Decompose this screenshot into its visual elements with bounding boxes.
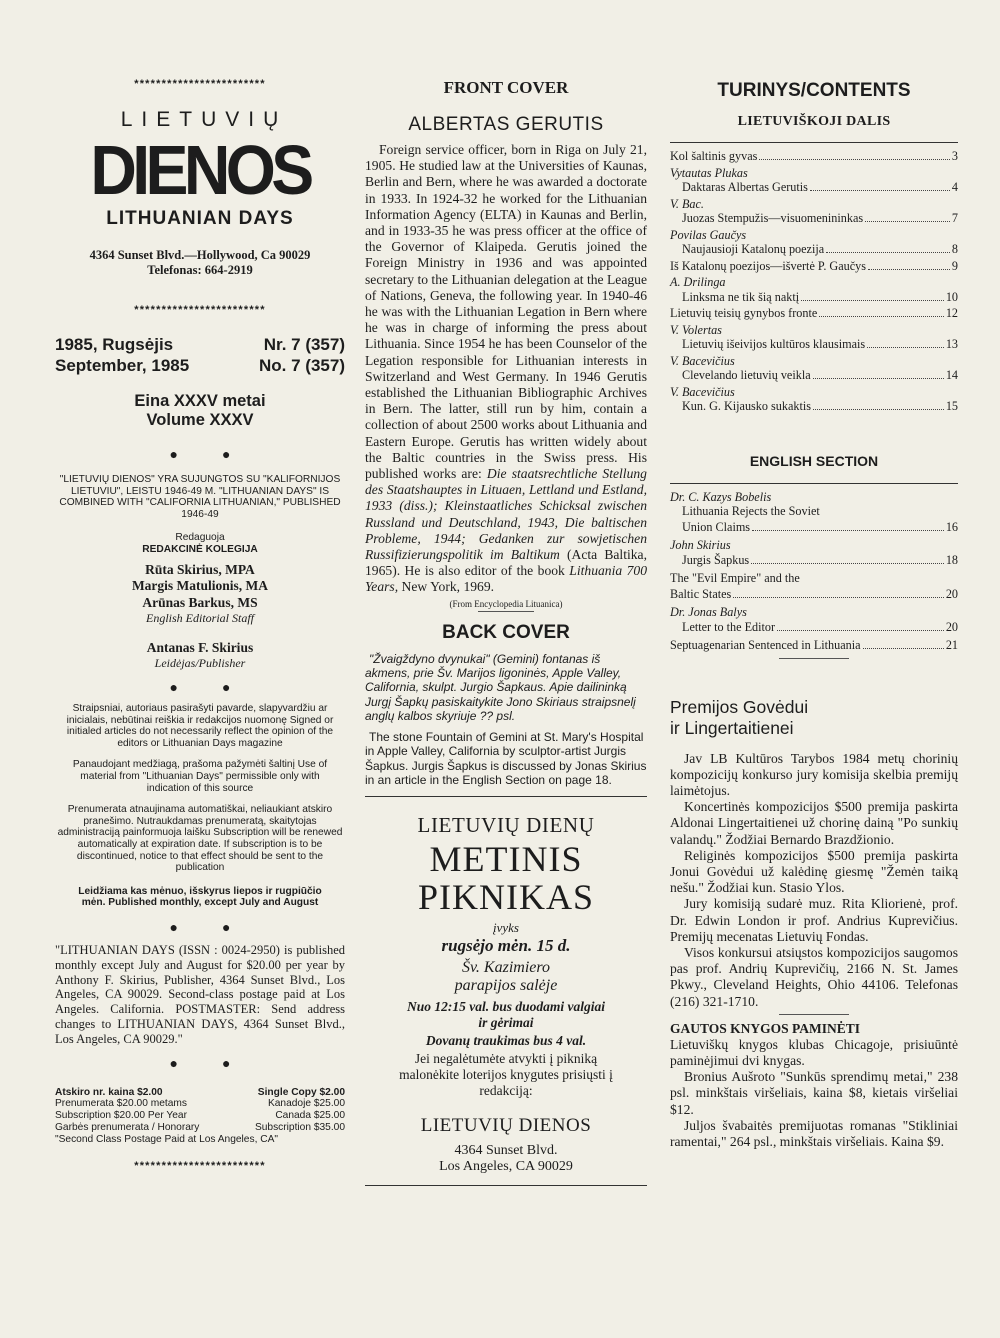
address: 4364 Sunset Blvd.—Hollywood, Ca 90029: [89, 248, 311, 262]
editorial-board-label: REDAKCINĖ KOLEGIJA: [142, 543, 258, 555]
toc-leader: [751, 563, 944, 564]
toc-page: 14: [945, 368, 958, 382]
toc-entry: [670, 538, 958, 568]
bullet-divider: ●●: [169, 448, 275, 463]
editors-caption: English Editorial Staff: [145, 611, 254, 626]
frequency-note: Leidžiama kas mėnuo, išskyrus liepos ir rugpiūčio mėn. Published monthly, except July and August: [78, 885, 322, 909]
divider: [365, 1185, 647, 1186]
front-cover-body: Foreign service officer, born in Riga on July 21, 1905. He studied law at the Universities of Kaunas, Berlin and Bern, where he was awarded a doctorate in 1933. In 1924-32 he worked for the Lithuanian Information Agency (ELTA) in Kaunas and Berlin, and in 1933-35 he was press officer at the office of the Governor of Klaipeda. Gerutis joined the Foreign Ministry in 1936 and was appointed secretary to the Lithuanian delegation at the League of Nations, Geneva, the following year. In 1940-46 he was with the Lithuanian Legation in Bern where he was in charge of informing the press about Lithuania. Since 1954 he has been Counselor of the Legation responsible for Lithuanian interests in Switzerland and West Germany. In 1946 Gerutis established the Lithuanian Bibliographic Archives in Bern. The latter, still run by him, contain a collection of about 2500 works about Lithuania and Eastern Europe. Gerutis has written widely about the Baltic countries in the Swiss press. His published works are:: [365, 142, 647, 482]
price-label: Garbės prenumerata / Honorary: [55, 1121, 200, 1133]
price-row: [55, 1122, 345, 1134]
toc-title: Lietuvių išeivijos kultūros klausimais: [682, 337, 866, 351]
toc-author: V. Bac.: [670, 196, 704, 211]
toc-page: 16: [945, 519, 958, 534]
price-label: Subscription $20.00 Per Year: [55, 1110, 187, 1122]
paragraph: Juljos švabaitės premijuotas romanas "Stikliniai ramentai," 264 psl., minkštais viršeliais. Kaina $9.: [670, 1117, 958, 1149]
bullet-divider: ●●: [169, 920, 275, 936]
toc-row: [670, 242, 958, 258]
picnic-place: Šv. Kazimiero: [462, 959, 550, 977]
toc-entry: [670, 385, 958, 415]
toc-row: [670, 149, 958, 165]
toc-page: 20: [945, 586, 958, 601]
short-divider: [478, 611, 534, 612]
toc-title: Linksma ne tik šią naktį: [682, 289, 800, 304]
front-cover-source: (From Encyclopedia Lituanica): [449, 598, 563, 609]
divider: [670, 483, 958, 484]
picnic-title: METINIS: [429, 839, 583, 880]
front-cover-heading: FRONT COVER: [443, 78, 569, 97]
issue-number-lt: Nr. 7 (357): [263, 335, 345, 354]
price-row: [55, 1087, 345, 1099]
paragraph: Visos konkursui atsiųstos kompozicijos saugomos pas prof. Andrių Kuprevičių, 2166 N. St. James Pkwy., Cleveland Heights, Ohio 44106. Telefonas (216) 321-1710.: [670, 944, 958, 1009]
short-divider: [779, 658, 849, 659]
toc-row: [670, 337, 958, 353]
issue-number-en: No. 7 (357): [259, 356, 345, 375]
publisher-caption: Leidėjas/Publisher: [154, 656, 246, 671]
price-value: Kanadoje $25.00: [267, 1098, 345, 1110]
star-rule-bottom: ************************: [134, 1159, 266, 1172]
awards-heading: [670, 697, 958, 739]
masthead-column: [55, 74, 345, 1172]
toc-entry: [670, 306, 958, 322]
books-heading: GAUTOS KNYGOS PAMINĖTI: [670, 1020, 861, 1036]
picnic-title-2: PIKNIKAS: [417, 877, 594, 918]
picnic-date: rugsėjo mėn. 15 d.: [441, 936, 571, 956]
toc-title: Kun. G. Kijausko sukaktis: [682, 399, 811, 413]
price-row: [55, 1098, 345, 1110]
brand-logo: DIENOS: [90, 131, 310, 209]
second-class-note: "Second Class Postage Paid at Los Angeles, CA": [55, 1133, 279, 1145]
awards-heading-line: ir Lingertaitienei: [670, 717, 794, 738]
merger-note: "LIETUVIŲ DIENOS" YRA SUJUNGTOS SU "KALIFORNIJOS LIETUVIU", LEISTU 1946-49 M. "LITHUANIAN DAYS" IS COMBINED WITH "CALIFORNIA LITHUANIAN," PUBLISHED 1946-49: [59, 474, 341, 520]
picnic-contact-org: LIETUVIŲ DIENOS: [420, 1115, 592, 1137]
back-cover-caption-en: The stone Fountain of Gemini at St. Mary's Hospital in Apple Valley, California by sculptor-artist Jurgis Šapkus. Jurgis Šapkus is discussed by Jonas Skirius in an article in the English Section on page 18.: [365, 730, 647, 788]
picnic-contact-address: 4364 Sunset Blvd.: [454, 1143, 558, 1159]
picnic-org: LIETUVIŲ DIENŲ: [417, 813, 595, 838]
toc-entry: [670, 638, 958, 654]
toc-title: Clevelando lietuvių veikla: [682, 368, 811, 382]
toc-leader: [810, 190, 950, 191]
picnic-place-2: parapijos salėje: [454, 977, 558, 995]
price-table: [55, 1087, 345, 1146]
issue-date-lt: 1985, Rugsėjis: [55, 335, 174, 354]
toc-title: Letter to the Editor: [682, 619, 776, 634]
toc-title: Septuagenarian Sentenced in Lithuania: [670, 638, 861, 652]
toc-entry: [670, 275, 958, 305]
toc-leader: [867, 347, 944, 348]
paragraph: Jury komisiją sudarė muz. Rita Kliorienė, prof. Dr. Edwin London ir prof. Andrius Kuprevičius. Premijų mecenatas Lietuvių Fondas.: [670, 896, 958, 944]
toc-author: Dr. Jonas Balys: [670, 605, 747, 619]
editor-name: Margis Matulionis, MA: [131, 578, 269, 594]
divider: [365, 796, 647, 797]
volume-en: Volume XXXV: [146, 411, 254, 429]
disclaimer: Straipsniai, autoriaus pasirašyti pavarde, slapyvardžiu ar inicialais, nebūtinai reiškia ir redakcijos nuomonę Signed or initialed articles do not necessarily reflect the opinion of the editors or Lithuanian Days magazine: [66, 703, 334, 749]
toc-leader: [813, 409, 944, 410]
toc-title: Lietuvių teisių gynybos fronte: [670, 306, 818, 320]
toc-title: Lithuania Rejects the Soviet: [682, 504, 820, 518]
awards-heading-line: Premijos Govėdui: [670, 696, 809, 717]
toc-title-line: [670, 504, 958, 520]
toc-row: [670, 587, 958, 603]
front-cover-book-tail: New York, 1969.: [401, 579, 495, 595]
postal-statement: "LITHUANIAN DAYS (ISSN : 0024-2950) is published monthly except July and August for $20.00 per year by Anthony F. Skirius, Publisher, 4364 Sunset Blvd., Los Angeles, CA 90029. Second-class postage paid at Los Angeles. California. POSTMASTER: Send address changes to LITHUANIAN DAYS, 4364 Sunset Blvd., Los Angeles, CA 90029.": [55, 942, 345, 1046]
toc-leader: [759, 159, 950, 160]
toc-leader: [777, 630, 944, 631]
contents-heading: TURINYS/CONTENTS: [717, 80, 911, 101]
front-cover-book: Lithuania 700 Years,: [365, 563, 648, 595]
toc-page: 9: [951, 258, 958, 273]
toc-page: 12: [945, 306, 958, 320]
toc-author: V. Bacevičius: [670, 353, 735, 368]
front-cover-tail: (Acta Baltika, 1965). He is also editor of the book: [365, 547, 647, 579]
picnic-ad: [365, 813, 647, 1175]
phone: Telefonas: 664-2919: [147, 263, 253, 277]
permission-note: Panaudojant medžiagą, prašoma pažymėti šaltinį Use of material from "Lithuanian Days" permissible only with indication of this source: [72, 759, 328, 794]
toc-entry: [670, 197, 958, 227]
toc-page: 21: [945, 638, 958, 652]
toc-row: [670, 306, 958, 322]
toc-row: [670, 259, 958, 275]
toc-page: 10: [945, 289, 958, 304]
toc-author: Dr. C. Kazys Bobelis: [670, 489, 772, 504]
paragraph: Koncertinės kompozicijos $500 premija paskirta Aldonai Lingertaitienei už chorinę dainą "Po sunkių valandų." Žodžiai Bernardo Brazdžionio.: [670, 799, 958, 847]
toc-page: 3: [951, 149, 958, 163]
back-cover-caption-lt: "Žvaigždyno dvynukai" (Gemini) fontanas iš akmens, prie Šv. Marijos ligoninės, Apple Valley, California, skulpt. Jurgio Šapkaus. Apie dailininką Jurgį Šapkų pasiskaitykite Jono Skiriaus straipsnelį anglų kalbos skyriuje ?? psl.: [365, 651, 636, 723]
lt-toc-list: [670, 149, 958, 415]
toc-leader: [733, 597, 944, 598]
toc-row: [670, 368, 958, 384]
toc-entry: [670, 490, 958, 536]
editors-list: [55, 562, 345, 612]
front-cover-works: Die staatsrechtliche Stellung des Staatshauptes in Lituaen, Lettland und Estland, 1933 (diss.); Kleinstaatliches Schicksal zwischen Russland und Deutschland, 1943, Die baltischen Probleme, 1944; Gedanken zur sowjetischen Russifizierungspolitik im Baltikum: [365, 466, 647, 563]
toc-entry: [670, 605, 958, 635]
issue-block: [55, 334, 345, 376]
toc-author: A. Drilinga: [670, 275, 726, 289]
price-value: Canada $25.00: [275, 1110, 345, 1122]
toc-page: 13: [945, 337, 958, 351]
toc-entry: [670, 323, 958, 353]
brand-top: LIETUVIŲ: [120, 108, 288, 131]
toc-leader: [819, 316, 944, 317]
toc-leader: [801, 300, 944, 301]
star-rule-top: ************************: [134, 78, 266, 90]
toc-title: Juozas Stempužis—visuomenininkas: [682, 211, 864, 225]
toc-entry: [670, 571, 958, 602]
toc-leader: [826, 252, 950, 253]
toc-title: Daktaras Albertas Gerutis: [682, 180, 808, 194]
toc-row: [670, 399, 958, 415]
editor-name: Rūta Skirius, MPA: [145, 561, 255, 577]
toc-page: 18: [945, 552, 958, 567]
toc-title: The "Evil Empire" and the: [670, 571, 800, 585]
toc-row: [670, 520, 958, 536]
toc-row: [670, 211, 958, 227]
short-divider: [779, 1014, 849, 1015]
toc-leader: [863, 648, 944, 649]
toc-author: Povilas Gaučys: [670, 227, 747, 242]
toc-page: 7: [951, 211, 958, 225]
price-label: Atskiro nr. kaina $2.00: [55, 1086, 163, 1098]
toc-entry: [670, 228, 958, 258]
renewal-note: Prenumerata atnaujinama automatiškai, neliaukiant atskiro pranešimo. Nutraukdamas prenumeratą, skaitytojas administraciją painformuoja laišku Subscription will be renewed automatically at expiration date. If subscription is to be discontinued, notice to that effect should be sent to the publication: [57, 804, 343, 874]
editor-name: Arūnas Barkus, MS: [142, 594, 258, 610]
paragraph: Bronius Aušroto "Sunkūs sprendimų metai," 238 psl. minkštais viršeliais, kaina $8, kietais viršeliai $12.: [670, 1069, 958, 1117]
toc-row: [670, 553, 958, 569]
toc-row: [670, 638, 958, 654]
toc-author: Vytautas Plukas: [670, 165, 748, 180]
paragraph: Jav LB Kultūros Tarybos 1984 metų chorinių kompozicijų konkurso jury komisija skelbia premijų laimėtojus.: [670, 750, 958, 798]
paragraph: Lietuviškų knygos klubas Chicagoje, prisiuūntė paminėjimui dvi knygas.: [670, 1036, 958, 1068]
picnic-will-happen: įvyks: [493, 920, 519, 936]
toc-entry: [670, 259, 958, 275]
edited-by-label: Redaguoja: [175, 532, 225, 544]
toc-entry: [670, 149, 958, 165]
toc-author: John Skirius: [670, 538, 731, 552]
toc-author: V. Volertas: [670, 322, 722, 337]
publisher-name: Antanas F. Skirius: [146, 640, 254, 656]
awards-body: [670, 751, 958, 1010]
price-label: Prenumerata $20.00 metams: [55, 1098, 187, 1110]
price-value: Subscription $35.00: [254, 1121, 345, 1133]
toc-page: 20: [945, 619, 958, 634]
toc-title-line: [670, 571, 958, 587]
toc-row: [670, 620, 958, 636]
books-body: [670, 1037, 958, 1150]
volume-lt: Eina XXXV metai: [134, 392, 266, 410]
toc-title: Iš Katalonų poezijos—išvertė P. Gaučys: [670, 258, 866, 273]
toc-title: Kol šaltinis gyvas: [670, 149, 758, 163]
toc-entry: [670, 354, 958, 384]
issue-date-en: September, 1985: [55, 356, 190, 375]
toc-title: Baltic States: [670, 586, 732, 601]
toc-page: 15: [945, 399, 958, 413]
price-row: [55, 1110, 345, 1122]
toc-leader: [868, 269, 950, 270]
picnic-time: Nuo 12:15 val. bus duodami valgiai ir gėrimai: [406, 999, 605, 1031]
divider: [670, 142, 958, 143]
toc-title: Jurgis Šapkus: [682, 552, 750, 567]
toc-leader: [752, 530, 944, 531]
bullet-divider: ●●: [169, 681, 275, 697]
picnic-note: Jei negalėtumėte atvykti į pikniką malonėkite loterijos knygutes prisiųsti į redakciją:: [399, 1051, 613, 1099]
toc-title: Union Claims: [682, 519, 751, 534]
star-rule-mid: ************************: [134, 304, 266, 316]
toc-author: V. Bacevičius: [670, 384, 735, 399]
toc-row: [670, 180, 958, 196]
toc-entry: [670, 166, 958, 196]
contents-column: [670, 74, 958, 1150]
brand-sub: LITHUANIAN DAYS: [106, 208, 294, 229]
picnic-lottery: Dovanų traukimas bus 4 val.: [425, 1033, 587, 1049]
toc-title: Naujausioji Katalonų poezija: [682, 242, 825, 256]
toc-page: 4: [951, 180, 958, 194]
front-cover-text: [365, 142, 647, 596]
back-cover-heading: BACK COVER: [442, 621, 570, 643]
toc-page: 8: [951, 242, 958, 256]
toc-leader: [813, 378, 944, 379]
contents-lt-heading: LIETUVIŠKOJI DALIS: [737, 114, 891, 129]
toc-leader: [865, 221, 950, 222]
paragraph: Religinės kompozicijos $500 premija paskirta Jonui Govėdui už kalėdinę giesmę "Žemėn taiką nešu." Žodžiai kun. Stasio Ylos.: [670, 847, 958, 896]
cover-column: [365, 74, 647, 1186]
toc-row: [670, 290, 958, 306]
price-value: Single Copy $2.00: [257, 1086, 345, 1098]
bullet-divider: ●●: [169, 1056, 275, 1072]
picnic-contact-city: Los Angeles, CA 90029: [439, 1159, 573, 1175]
front-cover-name: ALBERTAS GERUTIS: [408, 114, 604, 135]
en-toc-list: [670, 490, 958, 654]
contents-en-heading: ENGLISH SECTION: [749, 452, 879, 469]
